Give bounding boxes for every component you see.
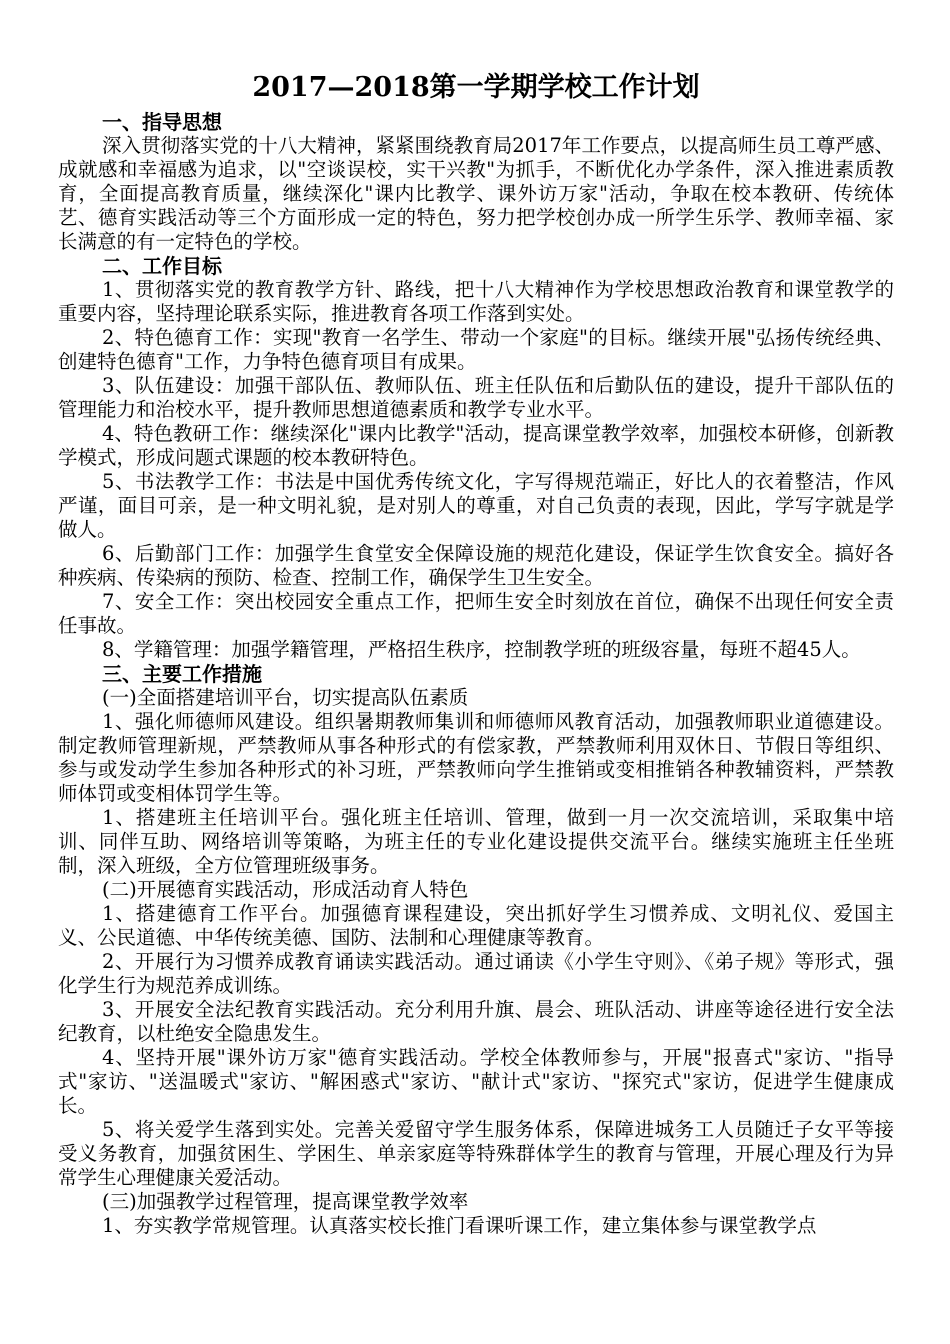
paragraph: 5、将关爱学生落到实处。完善关爱留守学生服务体系，保障进城务工人员随迁子女平等接受义务教育，加强贫困生、学困生、单亲家庭等特殊群体学生的教育与管理，开展心理及行为异常学生心理健康关爱活动。 bbox=[58, 1118, 894, 1189]
paragraph: 8、学籍管理：加强学籍管理，严格招生秩序，控制教学班的班级容量，每班不超45人。 bbox=[102, 638, 861, 661]
paragraph: 3、队伍建设：加强干部队伍、教师队伍、班主任队伍和后勤队伍的建设，提升干部队伍的管理能力和治校水平，提升教师思想道德素质和教学专业水平。 bbox=[58, 374, 894, 421]
paragraph: 7、安全工作：突出校园安全重点工作，把师生安全时刻放在首位，确保不出现任何安全责任事故。 bbox=[58, 590, 894, 637]
section-heading-main-measures: 三、主要工作措施 bbox=[102, 662, 262, 686]
paragraph: 深入贯彻落实党的十八大精神，紧紧围绕教育局2017年工作要点，以提高师生员工尊严感、成就感和幸福感为追求，以"空谈误校，实干兴教"为抓手，不断优化办学条件，深入推进素质教育，全面提高教育质量，继续深化"课内比教学、课外访万家"活动，争取在校本教研、传统体艺、德育实践活动等三个方面形成一定的特色，努力把学校创办成一所学生乐学、教师幸福、家长满意的有一定特色的学校。 bbox=[58, 134, 894, 253]
paragraph: 1、夯实教学常规管理。认真落实校长推门看课听课工作，建立集体参与课堂教学点 bbox=[102, 1214, 817, 1237]
paragraph: 1、搭建德育工作平台。加强德育课程建设，突出抓好学生习惯养成、文明礼仪、爱国主义、公民道德、中华传统美德、国防、法制和心理健康等教育。 bbox=[58, 902, 894, 949]
paragraph: 4、坚持开展"课外访万家"德育实践活动。学校全体教师参与，开展"报喜式"家访、"指导式"家访、"送温暖式"家访、"解困惑式"家访、"献计式"家访、"探究式"家访，促进学生健康成长。 bbox=[58, 1046, 894, 1117]
document-title: 2017—2018第一学期学校工作计划 bbox=[252, 72, 700, 103]
paragraph: 2、特色德育工作：实现"教育一名学生、带动一个家庭"的目标。继续开展"弘扬传统经典、创建特色德育"工作，力争特色德育项目有成果。 bbox=[58, 326, 894, 373]
section-heading-work-goals: 二、工作目标 bbox=[102, 254, 222, 278]
paragraph: 1、搭建班主任培训平台。强化班主任培训、管理，做到一月一次交流培训，采取集中培训、同伴互助、网络培训等策略，为班主任的专业化建设提供交流平台。继续实施班主任坐班制，深入班级，全方位管理班级事务。 bbox=[58, 806, 894, 877]
paragraph: 4、特色教研工作：继续深化"课内比教学"活动，提高课堂教学效率，加强校本研修，创新教学模式，形成问题式课题的校本教研特色。 bbox=[58, 422, 894, 469]
paragraph: 5、书法教学工作：书法是中国优秀传统文化，字写得规范端正，好比人的衣着整洁，作风严谨，面目可亲，是一种文明礼貌，是对别人的尊重，对自己负责的表现，因此，学写字就是学做人。 bbox=[58, 470, 894, 541]
paragraph: 1、贯彻落实党的教育教学方针、路线，把十八大精神作为学校思想政治教育和课堂教学的重要内容，坚持理论联系实际，推进教育各项工作落到实处。 bbox=[58, 278, 894, 325]
subsection-heading: (三)加强教学过程管理，提高课堂教学效率 bbox=[102, 1190, 469, 1213]
paragraph: 3、开展安全法纪教育实践活动。充分利用升旗、晨会、班队活动、讲座等途径进行安全法纪教育，以杜绝安全隐患发生。 bbox=[58, 998, 894, 1045]
subsection-heading: (一)全面搭建培训平台，切实提高队伍素质 bbox=[102, 686, 469, 709]
subsection-heading: (二)开展德育实践活动，形成活动育人特色 bbox=[102, 878, 469, 901]
paragraph: 2、开展行为习惯养成教育诵读实践活动。通过诵读《小学生守则》、《弟子规》等形式，强化学生行为规范养成训练。 bbox=[58, 950, 894, 997]
paragraph: 6、后勤部门工作：加强学生食堂安全保障设施的规范化建设，保证学生饮食安全。搞好各种疾病、传染病的预防、检查、控制工作，确保学生卫生安全。 bbox=[58, 542, 894, 589]
section-heading-guiding-ideology: 一、指导思想 bbox=[102, 110, 222, 134]
document-page bbox=[58, 66, 894, 1238]
paragraph: 1、强化师德师风建设。组织暑期教师集训和师德师风教育活动，加强教师职业道德建设。制定教师管理新规，严禁教师从事各种形式的有偿家教，严禁教师利用双休日、节假日等组织、参与或发动学生参加各种形式的补习班，严禁教师向学生推销或变相推销各种教辅资料，严禁教师体罚或变相体罚学生等。 bbox=[58, 710, 894, 805]
